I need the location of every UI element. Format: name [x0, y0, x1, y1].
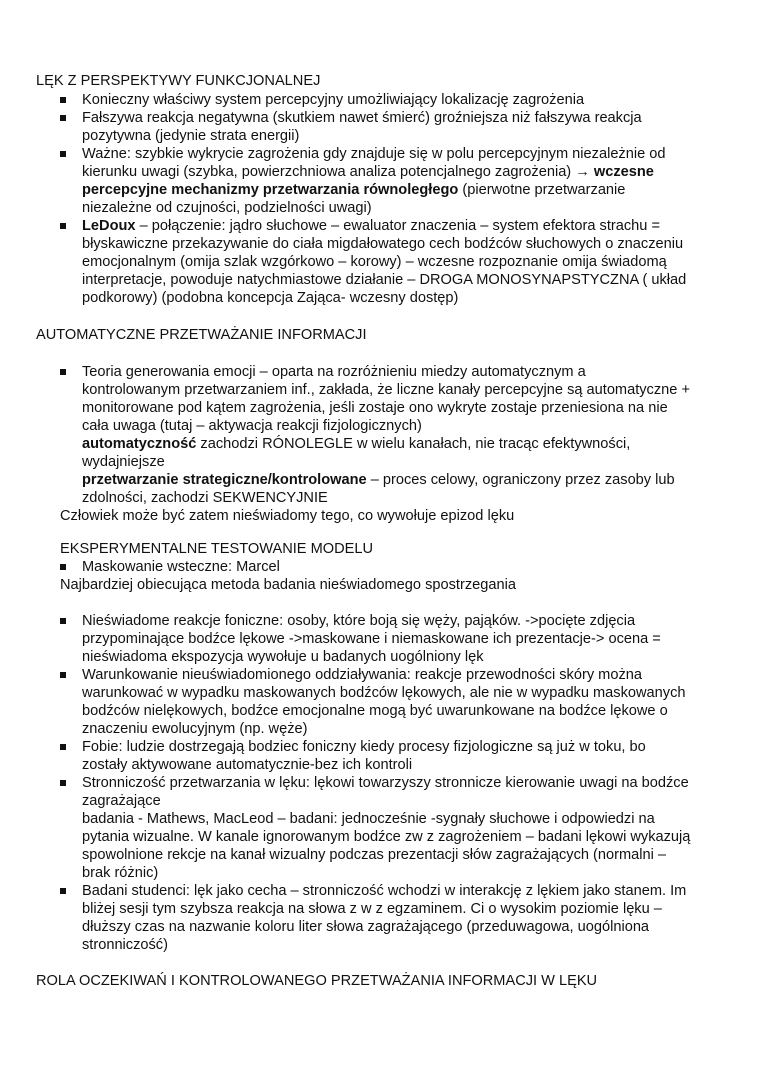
- list-item: LeDoux – połączenie: jądro słuchowe – ewaluator znaczenia – system efektora strachu = błyskawiczne przekazywanie do ciała migdałowatego cech bodźców słuchowych o znaczeniu emocjonalnym (omija szlak wzgórkowo – korowy) – wczesne rozpoznanie omija świadomą interpretacje, powoduje natychmiastowe działanie – DROGA MONOSYNAPSTYCZNA ( układ podkorowy) (podobna koncepcja Zająca- wczesny dostęp): [0, 217, 722, 307]
- bullet-icon: [60, 618, 66, 624]
- bullet-icon: [60, 97, 66, 103]
- list-item: Teoria generowania emocji – oparta na rozróżnieniu miedzy automatycznym a kontrolowanym przetwarzaniem inf., zakłada, że liczne kanały percepcyjne są automatyczne + monitorowane pod kątem zagrożenia, jeśli zostaje ono wykryte zostaje przeniesiona na nie cała uwaga (tutaj – aktywacja reakcji fizjologicznych) automatyczność zachodzi RÓNOLEGLE w wielu kanałach, nie tracąc efektywności, wydajniejsze przetwarzanie strategiczne/kontrolowane – proces celowy, ograniczony przez zasoby lub zdolności, zachodzi SEKWENCYJNIE: [0, 363, 722, 507]
- bullet-icon: [60, 115, 66, 121]
- list-item: Stronniczość przetwarzania w lęku: lękowi towarzyszy stronnicze kierowanie uwagi na bodźce zagrażające badania - Mathews, MacLeod – badani: jednocześnie -sygnały słuchowe i odpowiedzi na pytania wizualne. W kanale ignorowanym bodźce zw z zagrożeniem – badani lękowi wykazują spowolnione rekcje na kanał wizualny podczas prezentacji słów zagrażających (normalni – brak różnic): [0, 774, 722, 882]
- list-item: Fobie: ludzie dostrzegają bodziec foniczny kiedy procesy fizjologiczne są już w toku, bo zostały aktywowane automatycznie-bez ich kontroli: [0, 738, 722, 774]
- section-heading-experimental: EKSPERYMENTALNE TESTOWANIE MODELU: [60, 541, 374, 557]
- section-heading-expectations: ROLA OCZEKIWAŃ I KONTROLOWANEGO PRZETWAŻANIA INFORMACJI W LĘKU: [36, 973, 598, 989]
- functional-bullet-list: [0, 91, 760, 307]
- section-heading-functional: LĘK Z PERSPEKTYWY FUNKCJONALNEJ: [36, 73, 321, 89]
- bullet-icon: [60, 369, 66, 375]
- list-item: Maskowanie wsteczne: Marcel: [0, 558, 722, 576]
- list-item: Ważne: szybkie wykrycie zagrożenia gdy znajduje się w polu percepcyjnym niezależnie od kierunku uwagi (szybka, powierzchniowa analiza potencjalnego zagrożenia) → wczesne percepcyjne mechanizmy przetwarzania równoległego (pierwotne przetwarzanie niezależne od czujności, podzielności uwagi): [0, 145, 722, 217]
- bullet-icon: [60, 780, 66, 786]
- bullet-icon: [60, 888, 66, 894]
- section-heading-automatic: AUTOMATYCZNE PRZETWAŻANIE INFORMACJI: [36, 327, 367, 343]
- list-item: Badani studenci: lęk jako cecha – stronniczość wchodzi w interakcję z lękiem jako stanem. Im bliżej sesji tym szybsza reakcja na słowa z w z egzaminem. Ci o wysokim poziomie lęku – dłuższy czas na nazwanie koloru liter słowa zagrażającego (przeduwagowa, uogólniona stronniczość): [0, 882, 722, 954]
- paragraph-text: Najbardziej obiecująca metoda badania nieświadomego spostrzegania: [60, 577, 516, 593]
- list-item: Warunkowanie nieuświadomionego oddziaływania: reakcje przewodności skóry można warunkować w wypadku maskowanych bodźców lękowych, ale nie w wypadku maskowanych bodźców nielękowych, bodźce emocjonalne mogą być uwarunkowane na bodźce lękowe o znaczeniu ewolucyjnym (np. węże): [0, 666, 722, 738]
- bullet-icon: [60, 744, 66, 750]
- bullet-icon: [60, 564, 66, 570]
- list-item: Fałszywa reakcja negatywna (skutkiem nawet śmierć) groźniejsza niż fałszywa reakcja pozytywna (jedynie strata energii): [0, 109, 722, 145]
- experimental-bullet-list-a: [0, 558, 760, 576]
- list-item: Nieświadome reakcje foniczne: osoby, które boją się węży, pająków. ->pocięte zdjęcia przypominające bodźce lękowe ->maskowane i niemaskowane ich prezentacje-> ocena = nieświadoma ekspozycja wywołuje u badanych uogólniony lęk: [0, 612, 722, 666]
- bullet-icon: [60, 672, 66, 678]
- paragraph-text: Człowiek może być zatem nieświadomy tego, co wywołuje epizod lęku: [60, 508, 515, 524]
- list-item: Konieczny właściwy system percepcyjny umożliwiający lokalizację zagrożenia: [0, 91, 722, 109]
- experimental-bullet-list-b: [0, 612, 760, 954]
- arrow-right-icon: →: [575, 164, 590, 180]
- bullet-icon: [60, 151, 66, 157]
- bullet-icon: [60, 223, 66, 229]
- automatic-bullet-list: [0, 363, 760, 507]
